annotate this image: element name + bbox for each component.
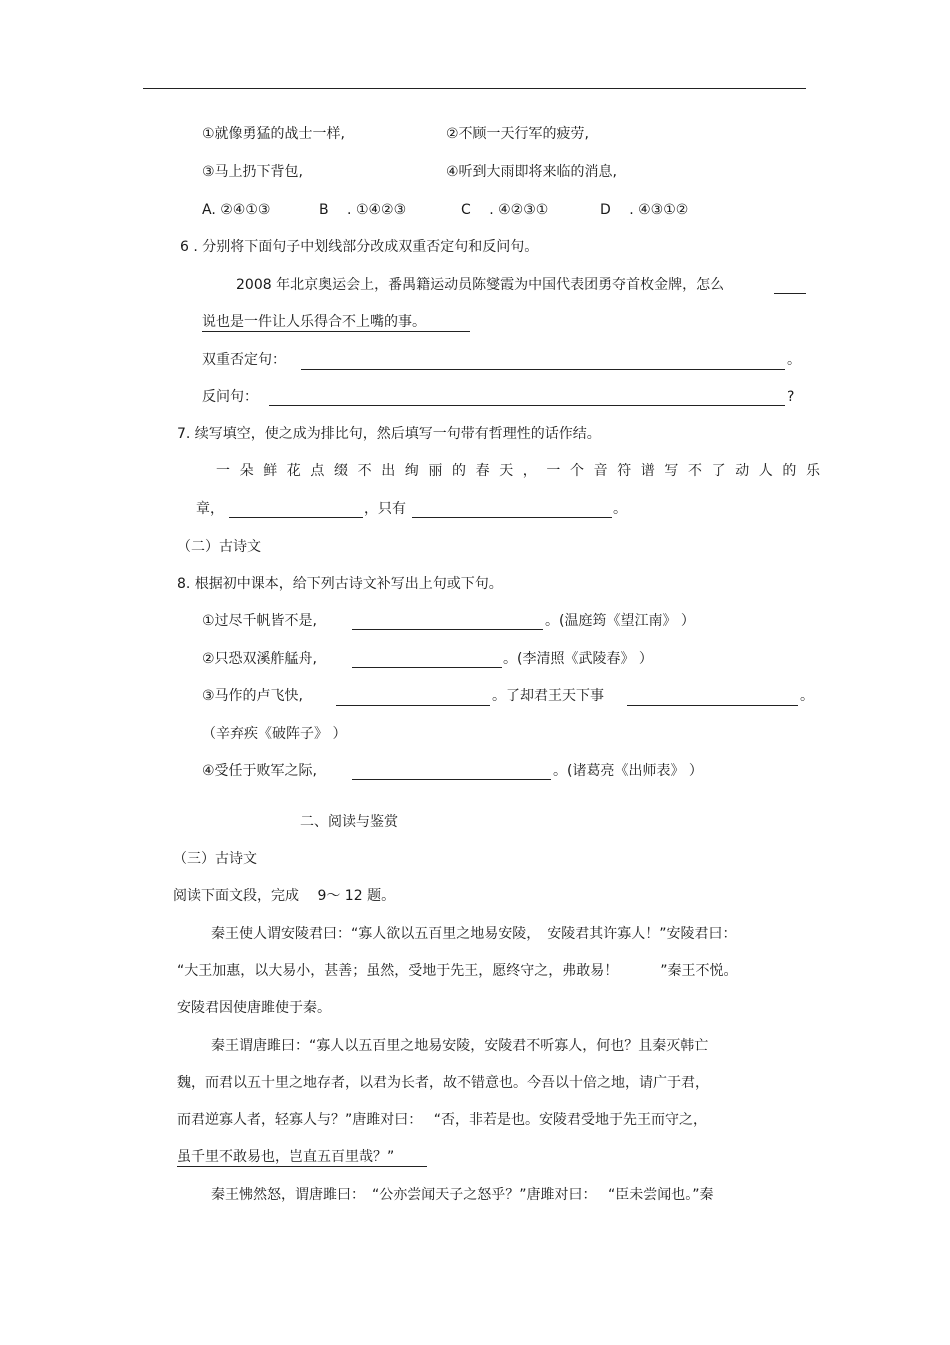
q8-item-3-end: 。 (800, 688, 814, 704)
q8-item-1: ①过尽千帆皆不是, (202, 613, 318, 629)
q8-item-1-source: 。(温庭筠《望江南》 ） (545, 613, 695, 629)
section-ancient-3: （三）古诗文 (173, 851, 257, 867)
q8-item-3: ③马作的卢飞快, (202, 688, 304, 704)
q6-double-negative-label: 双重否定句： (202, 352, 286, 368)
q5-choice-d: D . ④③①② (600, 202, 689, 218)
passage-underline (177, 1166, 427, 1167)
passage-p1-line-1: 秦王使人谓安陵君曰：“寡人欲以五百里之地易安陵， 安陵君其许寡人！”安陵君曰： (211, 926, 737, 942)
passage-p2-line-4: 虽千里不敢易也，岂直五百里哉？” (177, 1149, 395, 1165)
passage-p1-line-3: 安陵君因使唐雎使于秦。 (177, 1000, 331, 1016)
passage-p3-line-1: 秦王怫然怒，谓唐雎曰： “公亦尝闻天子之怒乎？”唐雎对曰： “臣未尝闻也。”秦 (211, 1187, 714, 1203)
q6-rhetorical-blank[interactable] (269, 405, 785, 406)
q8-item-1-blank[interactable] (352, 629, 543, 630)
q8-item-2-blank[interactable] (352, 667, 502, 668)
q5-choice-b: B . ①④②③ (319, 202, 407, 218)
q6-underline (202, 331, 470, 332)
q6-sentence-a: 2008 年北京奥运会上，番禺籍运动员陈燮霞为中国代表团勇夺首枚金牌，怎么 (236, 277, 725, 293)
q8-item-3-blank-1[interactable] (336, 705, 490, 706)
passage-p2-line-1: 秦王谓唐雎曰：“寡人以五百里之地易安陵，安陵君不听寡人，何也？且秦灭韩亡 (211, 1038, 709, 1054)
passage-p2-line-2: 魏，而君以五十里之地存者，以君为长者，故不错意也。今吾以十倍之地，请广于君， (177, 1075, 709, 1091)
q5-option-2: ②不顾一天行军的疲劳, (446, 126, 590, 142)
q5-choice-a: A. ②④①③ (202, 202, 271, 218)
q6-rhetorical-label: 反问句： (202, 389, 258, 405)
q7-line-2-a: 章， (196, 501, 224, 517)
q8-title: 8. 根据初中课本，给下列古诗文补写出上句或下句。 (177, 576, 503, 592)
q8-item-2-source: 。(李清照《武陵春》 ） (503, 651, 653, 667)
q8-item-4-blank[interactable] (352, 779, 551, 780)
q7-line-2-b: ，只有 (364, 501, 406, 517)
part-2-title: 二、阅读与鉴赏 (300, 814, 398, 830)
q7-blank-1[interactable] (229, 517, 363, 518)
section-ancient-2: （二）古诗文 (177, 539, 261, 555)
q8-item-4: ④受任于败军之际, (202, 763, 318, 779)
reading-intro: 阅读下面文段，完成 9～ 12 题。 (173, 888, 396, 904)
q7-line-2-c: 。 (613, 501, 627, 517)
q8-item-2: ②只恐双溪舴艋舟, (202, 651, 318, 667)
q6-double-negative-blank[interactable] (301, 369, 785, 370)
q6-underline-tail (774, 293, 806, 294)
q5-option-1: ①就像勇猛的战士一样, (202, 126, 346, 142)
q8-item-4-source: 。(诸葛亮《出师表》 ） (553, 763, 703, 779)
q6-sentence-b: 说也是一件让人乐得合不上嘴的事。 (202, 314, 426, 330)
q8-item-3-mid: 。了却君王天下事 (492, 688, 604, 704)
q5-choice-c: C . ④②③① (461, 202, 549, 218)
q6-double-negative-end: 。 (787, 352, 801, 368)
header-rule (143, 88, 806, 89)
q7-blank-2[interactable] (412, 517, 612, 518)
q6-title: 6 . 分别将下面句子中划线部分改成双重否定句和反问句。 (180, 239, 539, 255)
passage-p2-line-3: 而君逆寡人者，轻寡人与？”唐雎对曰： “否，非若是也。安陵君受地于先王而守之， (177, 1112, 707, 1128)
q8-item-3-source: （辛弃疾《破阵子》 ） (202, 726, 347, 742)
passage-p1-line-2: “大王加惠，以大易小，甚善；虽然，受地于先王，愿终守之，弗敢易！ ”秦王不悦。 (177, 963, 738, 979)
q5-option-3: ③马上扔下背包, (202, 164, 304, 180)
q7-title: 7. 续写填空，使之成为排比句，然后填写一句带有哲理性的话作结。 (177, 426, 601, 442)
q5-option-4: ④听到大雨即将来临的消息, (446, 164, 618, 180)
q8-item-3-blank-2[interactable] (627, 705, 798, 706)
q6-rhetorical-end: ? (787, 389, 795, 405)
q7-line-1: 一朵鲜花点缀不出绚丽的春天，一个音符谱写不了动人的乐 (216, 463, 830, 479)
